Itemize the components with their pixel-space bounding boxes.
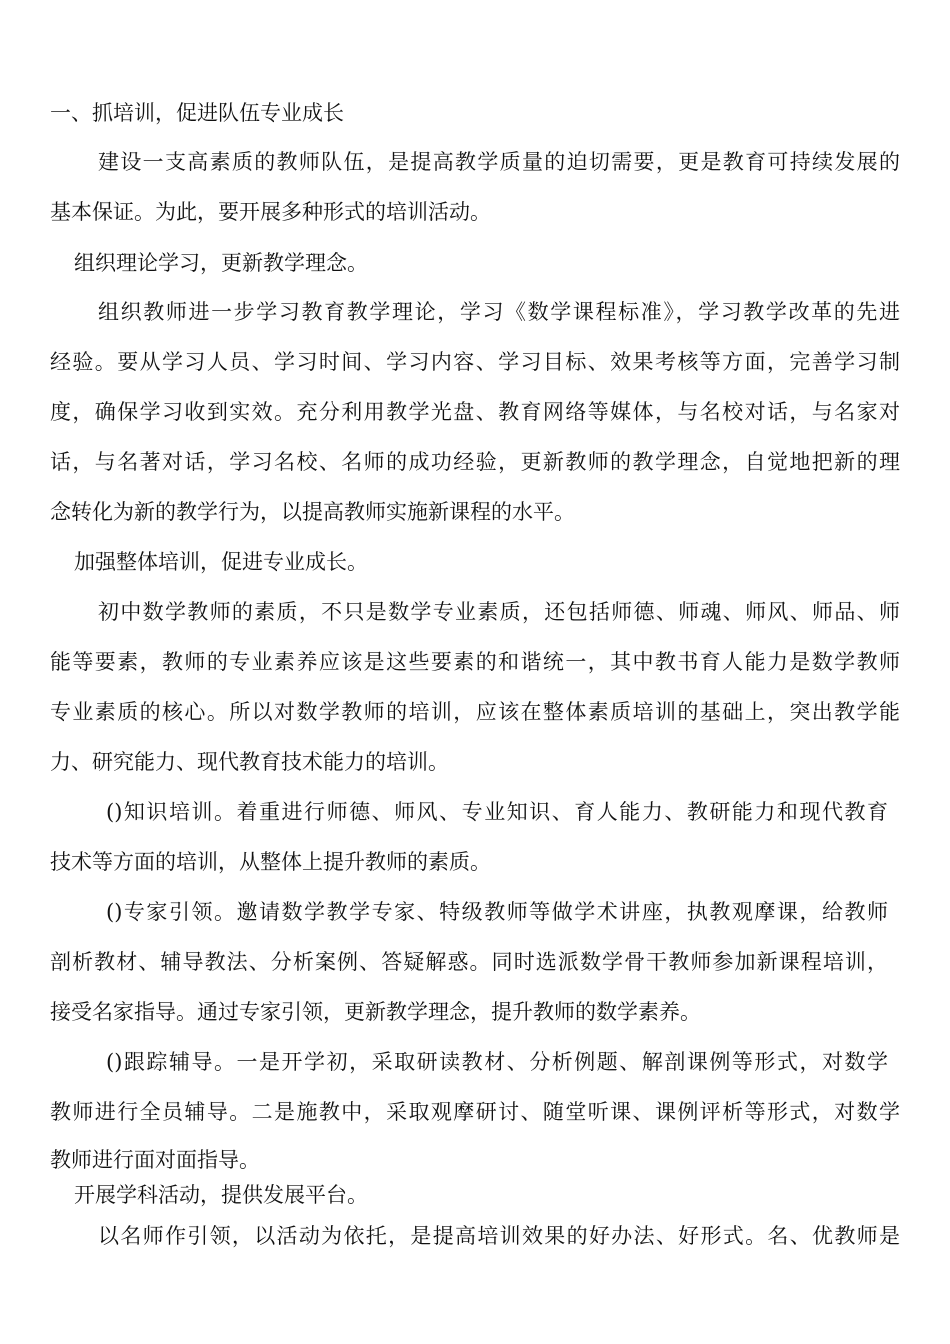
paragraph-line: 接受名家指导。通过专家引领，更新教学理念，提升教师的数学素养。 <box>50 1000 701 1024</box>
paragraph-line: 度，确保学习收到实效。充分利用教学光盘、教育网络等媒体，与名校对话，与名家对 <box>50 400 900 424</box>
paragraph-line: 技术等方面的培训，从整体上提升教师的素质。 <box>50 850 491 874</box>
paragraph-line: 建设一支高素质的教师队伍，是提高教学质量的迫切需要，更是教育可持续发展的 <box>98 150 900 174</box>
paragraph-line: 力、研究能力、现代教育技术能力的培训。 <box>50 750 449 774</box>
section-heading: 一、抓培训，促进队伍专业成长 <box>50 101 344 125</box>
paragraph-line: 剖析教材、辅导教法、分析案例、答疑解惑。同时选派数学骨干教师参加新课程培训， <box>50 950 888 974</box>
paragraph-line: 基本保证。为此，要开展多种形式的培训活动。 <box>50 200 491 224</box>
paragraph-line: ()专家引领。邀请数学教学专家、特级教师等做学术讲座，执教观摩课，给教师 <box>106 900 888 924</box>
paragraph-line: ()跟踪辅导。一是开学初，采取研读教材、分析例题、解剖课例等形式，对数学 <box>106 1050 888 1074</box>
paragraph-line: 话，与名著对话，学习名校、名师的成功经验，更新教师的教学理念，自觉地把新的理 <box>50 450 900 474</box>
paragraph-line: ()知识培训。着重进行师德、师风、专业知识、育人能力、教研能力和现代教育 <box>106 800 888 824</box>
subheading: 开展学科活动，提供发展平台。 <box>74 1183 368 1207</box>
paragraph-line: 念转化为新的教学行为，以提高教师实施新课程的水平。 <box>50 500 575 524</box>
paragraph-line: 经验。要从学习人员、学习时间、学习内容、学习目标、效果考核等方面，完善学习制 <box>50 350 900 374</box>
subheading: 组织理论学习，更新教学理念。 <box>74 251 368 275</box>
paragraph-line: 初中数学教师的素质，不只是数学专业素质，还包括师德、师魂、师风、师品、师 <box>98 600 900 624</box>
paragraph-line: 教师进行面对面指导。 <box>50 1148 260 1172</box>
paragraph-line: 以名师作引领，以活动为依托，是提高培训效果的好办法、好形式。名、优教师是 <box>98 1224 900 1248</box>
paragraph-line: 组织教师进一步学习教育教学理论，学习《数学课程标准》，学习教学改革的先进 <box>98 300 900 324</box>
paragraph-line: 专业素质的核心。所以对数学教师的培训，应该在整体素质培训的基础上，突出教学能 <box>50 700 900 724</box>
paragraph-line: 能等要素，教师的专业素养应该是这些要素的和谐统一，其中教书育人能力是数学教师 <box>50 650 900 674</box>
subheading: 加强整体培训，促进专业成长。 <box>74 550 368 574</box>
paragraph-line: 教师进行全员辅导。二是施教中，采取观摩研讨、随堂听课、课例评析等形式，对数学 <box>50 1100 900 1124</box>
